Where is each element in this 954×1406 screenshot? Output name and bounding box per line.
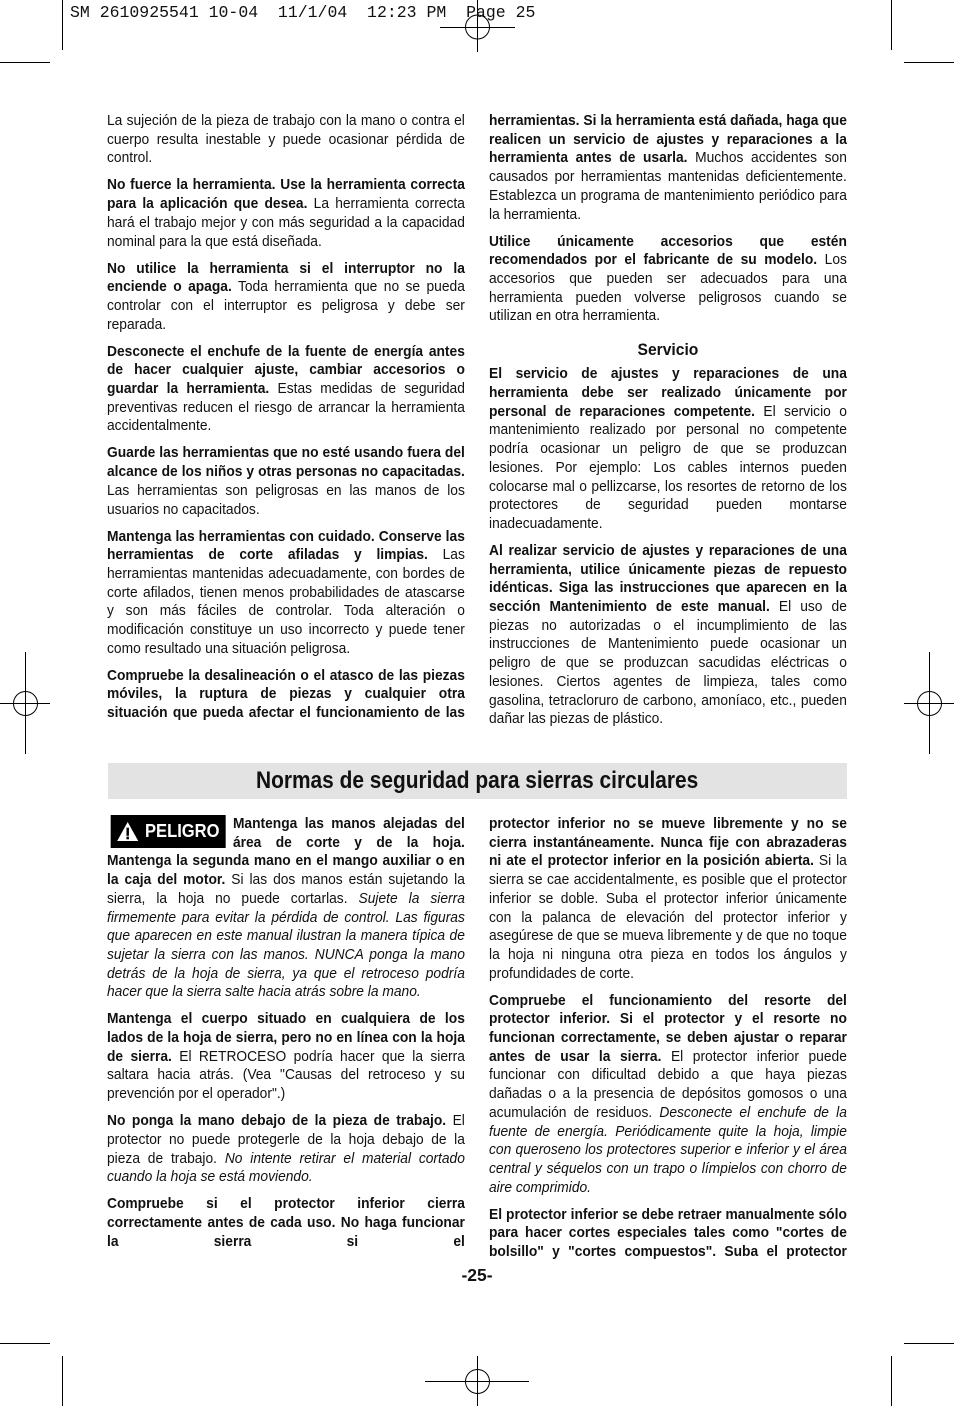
paragraph-lead-bold: No fuerce la herramienta. Use la herramienta correcta para la aplicación que desea.: [107, 176, 465, 213]
paragraph-text: El RETROCESO podría hacer que la sierra saltara hacia atrás. (Vea "Causas del retroceso y su prevención por el operador".): [107, 1047, 465, 1103]
paragraph-disconnect-plug: [107, 343, 465, 437]
paragraph-text: El servicio o mantenimiento realizado por personal no competente podría ocasionar un peligro de que se produzcan lesiones. Por ejemplo: Los cables internos pueden colocarse mal o pellizcarse, los resortes de retorno de los protectores de seguridad pueden montarse inadecuadamente.: [489, 402, 847, 532]
paragraph-text: Si la sierra se cae accidentalmente, es posible que el protector inferior se doble. Suba el protector inferior únicamente con la palanca de elevación del protector inferior y asegúrese de que se mueva libremente y de que no toque la hoja ni ninguna otra pieza en todos los ángulos y profundidades de corte.: [489, 852, 847, 982]
paragraph-lead-bold: Compruebe si el protector inferior cierra correctamente antes de cada uso. No haga funcionar la sierra si el: [107, 1195, 465, 1250]
paragraph-lead-bold: Utilice únicamente accesorios que estén recomendados por el fabricante de su modelo.: [489, 232, 847, 269]
paragraph-text: La sujeción de la pieza de trabajo con la mano o contra el cuerpo resulta inestable y puede ocasionar pérdida de control.: [107, 112, 465, 167]
paragraph-italic: Sujete la sierra firmemente para evitar la pérdida de control. Las figuras que aparecen en este manual ilustran la manera típica de sujetar la sierra con las manos. NUNCA ponga la mano detrás de la hoja de sierra, ya que el retroceso podría hacer que la sierra salte hacia atrás sobre la mano.: [107, 889, 465, 1001]
paragraph-guard-moves-freely: [489, 815, 847, 983]
paragraph-lead-bold: Guarde las herramientas que no esté usando fuera del alcance de los niños y otras personas no capacitadas.: [107, 444, 465, 481]
print-slug: SM 2610925541 10-04 11/1/04 12:23 PM Page 25: [70, 3, 536, 22]
paragraph-text: El uso de piezas no autorizadas o el incumplimiento de las instrucciones de Mantenimiento puede ocasionar un peligro de que se produzcan sacudidas eléctricas o lesiones. Ciertos agentes de limpieza, tales como gasolina, tetracloruro de carbono, amoníaco, etc., pueden dañar las piezas de plástico.: [489, 598, 847, 728]
danger-badge-label: PELIGRO: [144, 821, 220, 841]
paragraph-retract-guard-manually: [489, 1206, 847, 1262]
upper-right-column: [489, 112, 847, 737]
paragraph-lead-bold: protector inferior no se mueve libremente y no se cierra instantáneamente. Nunca fije con abrazaderas ni ate el protector inferior en la posición abierta.: [489, 815, 847, 870]
paragraph-do-not-force-tool: [107, 176, 465, 251]
paragraph-lead-bold: Mantenga las herramientas con cuidado. Conserve las herramientas de corte afiladas y limpias.: [107, 527, 465, 564]
paragraph-lead-bold: No utilice la herramienta si el interruptor no la enciende o apaga.: [107, 259, 465, 296]
section-title: Normas de seguridad para sierras circulares: [256, 767, 699, 794]
paragraph-qualified-service: [489, 365, 847, 533]
paragraph-lead-bold: El servicio de ajustes y reparaciones de una herramienta debe ser realizado únicamente por personal de reparaciones competente.: [489, 365, 847, 420]
paragraph-lead-bold: El protector inferior se debe retraer manualmente sólo para hacer cortes especiales tales como "cortes de bolsillo" y "cortes compuestos". Suba el protector: [489, 1205, 847, 1261]
registration-mark-left: [0, 652, 50, 754]
paragraph-italic: Desconecte el enchufe de la fuente de energía. Periódicamente quite la hoja, limpie con queroseno los protectores superior e inferior y el área central y séquelos con un trapo o límpielos con chorro de aire comprimido.: [489, 1103, 847, 1196]
paragraph-text: Estas medidas de seguridad preventivas reducen el riesgo de arrancar la herramienta accidentalmente.: [107, 380, 465, 435]
paragraph-text: Las herramientas son peligrosas en las manos de los usuarios no capacitados.: [107, 481, 465, 518]
paragraph-text: Las herramientas mantenidas adecuadamente, con bordes de corte afilados, tienen menos probabilidades de atascarse y son más fáciles de controlar. Toda alteración o modificación constituye un uso incorrecto y puede tener como resultado una situación peligrosa.: [107, 546, 465, 657]
paragraph-lead-bold: Al realizar servicio de ajustes y reparaciones de una herramienta, utilice únicamente piezas de repuesto idénticas. Siga las instrucciones que aparecen en la sección Mantenimiento de este manual.: [489, 541, 847, 616]
paragraph-store-tools: [107, 444, 465, 519]
lower-left-column: [107, 815, 465, 1251]
paragraph-maintain-tools: [107, 528, 465, 659]
paragraph-text: Toda herramienta que no se pueda controlar con el interruptor es peligrosa y debe ser reparada.: [107, 278, 465, 333]
paragraph-text: La herramienta correcta hará el trabajo mejor y con más seguridad a la capacidad nominal para la que está diseñada.: [107, 195, 465, 250]
upper-left-column: [107, 112, 465, 723]
paragraph-guard-spring: [489, 992, 847, 1198]
lower-right-column: [489, 815, 847, 1262]
section-banner: [108, 763, 847, 799]
paragraph-identical-parts: [489, 542, 847, 729]
paragraph-lead-bold: Desconecte el enchufe de la fuente de energía antes de hacer cualquier ajuste, cambiar accesorios o guardar la herramienta.: [107, 342, 465, 398]
paragraph-lead-bold: Mantenga el cuerpo situado en cualquiera de los lados de la hoja de sierra, pero no en línea con la hoja de sierra.: [107, 1010, 465, 1065]
paragraph-body-position: [107, 1010, 465, 1104]
paragraph-keep-hands-away: [107, 815, 465, 1002]
paragraph-hand-under-workpiece: [107, 1112, 465, 1187]
page-number: -25-: [461, 1265, 493, 1285]
danger-badge: [111, 815, 226, 848]
paragraph-check-misalignment: [107, 667, 465, 723]
paragraph-text: El protector inferior puede funcionar con dificultad debido a que haya piezas dañadas o a la presencia de depósitos gomosos o una acumulación de residuos.: [489, 1047, 847, 1121]
paragraph-check-lower-guard: [107, 1195, 465, 1251]
paragraph-lead-bold: herramientas. Si la herramienta está dañada, haga que realicen un servicio de ajustes y reparaciones a la herramienta antes de usarla.: [489, 112, 847, 167]
paragraph-recommended-accessories: [489, 233, 847, 327]
registration-mark-bottom: [425, 1356, 529, 1406]
paragraph-lead-bold: Mantenga las manos alejadas del área de corte y de la hoja. Mantenga la segunda mano en el mango auxiliar o en la caja del motor.: [107, 815, 465, 889]
paragraph-lead-bold: Compruebe la desalineación o el atasco de las piezas móviles, la ruptura de piezas y cualquier otra situación que pueda afectar el funcionamiento de las: [107, 666, 465, 722]
paragraph-damaged-tool: [489, 112, 847, 224]
paragraph-workpiece-stability: [107, 112, 465, 168]
registration-mark-right: [904, 652, 954, 754]
section-heading-service: Servicio: [637, 340, 699, 360]
paragraph-lead-bold: No ponga la mano debajo de la pieza de trabajo.: [107, 1112, 447, 1130]
paragraph-text: Muchos accidentes son causados por herramientas mantenidas deficientemente. Establezca un programa de mantenimiento periódico para la herramienta.: [489, 149, 847, 223]
paragraph-lead-bold: Compruebe el funcionamiento del resorte del protector inferior. Si el protector y el resorte no funcionan correctamente, se deben ajustar o reparar antes de usar la sierra.: [489, 991, 847, 1065]
paragraph-text: Los accesorios que pueden ser adecuados para una herramienta pueden volverse peligrosos cuando se utilizan en otra herramienta.: [489, 251, 847, 325]
paragraph-text: Si las dos manos están sujetando la sierra, la hoja no puede cortarlas.: [107, 871, 465, 907]
paragraph-faulty-switch: [107, 260, 465, 335]
paragraph-text: El protector no puede protegerle de la hoja debajo de la pieza de trabajo.: [107, 1112, 465, 1167]
warning-triangle-icon: [116, 821, 139, 842]
paragraph-italic: No intente retirar el material cortado cuando la hoja se está moviendo.: [107, 1149, 465, 1186]
